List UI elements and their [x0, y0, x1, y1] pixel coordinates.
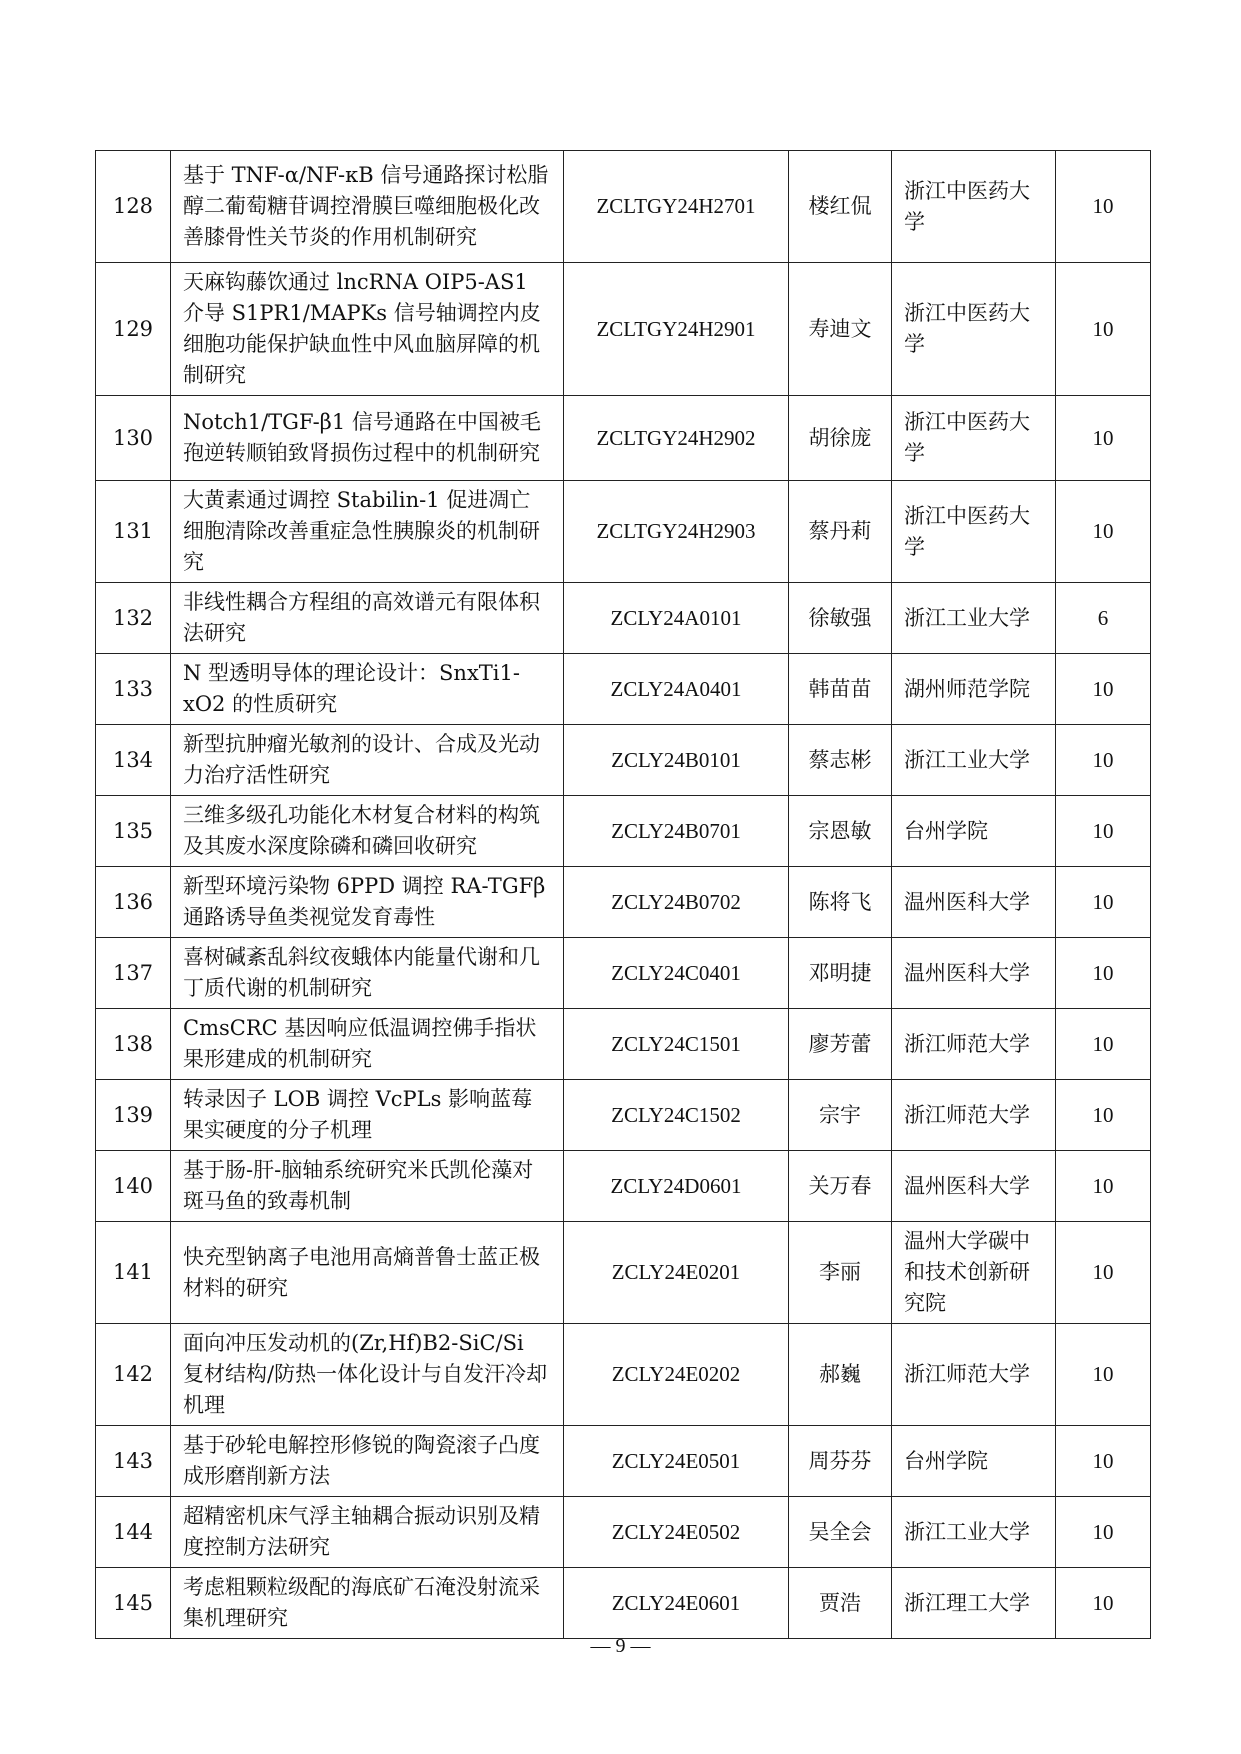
principal-investigator: 寿迪文 — [789, 263, 892, 396]
project-code: ZCLY24B0702 — [564, 867, 789, 938]
funding-amount: 6 — [1056, 583, 1151, 654]
row-number: 145 — [96, 1568, 171, 1639]
project-code: ZCLTGY24H2903 — [564, 481, 789, 583]
organization: 温州医科大学 — [892, 1151, 1056, 1222]
project-code: ZCLY24E0501 — [564, 1426, 789, 1497]
principal-investigator: 吴全会 — [789, 1497, 892, 1568]
organization: 浙江师范大学 — [892, 1009, 1056, 1080]
project-title: 大黄素通过调控 Stabilin-1 促进凋亡细胞清除改善重症急性胰腺炎的机制研究 — [171, 481, 564, 583]
funding-amount: 10 — [1056, 1426, 1151, 1497]
organization: 浙江中医药大学 — [892, 151, 1056, 263]
organization: 浙江中医药大学 — [892, 481, 1056, 583]
funding-amount: 10 — [1056, 796, 1151, 867]
project-code: ZCLTGY24H2902 — [564, 396, 789, 481]
organization: 浙江理工大学 — [892, 1568, 1056, 1639]
page-number: — 9 — — [590, 1635, 651, 1657]
table-row — [96, 1568, 1151, 1639]
table-row — [96, 481, 1151, 583]
funding-amount: 10 — [1056, 1009, 1151, 1080]
organization: 浙江中医药大学 — [892, 396, 1056, 481]
principal-investigator: 关万春 — [789, 1151, 892, 1222]
table-row — [96, 938, 1151, 1009]
project-code: ZCLY24C0401 — [564, 938, 789, 1009]
principal-investigator: 楼红侃 — [789, 151, 892, 263]
project-code: ZCLY24C1501 — [564, 1009, 789, 1080]
funding-amount: 10 — [1056, 396, 1151, 481]
organization: 温州医科大学 — [892, 867, 1056, 938]
organization: 浙江师范大学 — [892, 1080, 1056, 1151]
principal-investigator: 徐敏强 — [789, 583, 892, 654]
project-title: 天麻钩藤饮通过 lncRNA OIP5-AS1 介导 S1PR1/MAPKs 信号轴调控内皮细胞功能保护缺血性中风血脑屏障的机制研究 — [171, 263, 564, 396]
row-number: 132 — [96, 583, 171, 654]
project-title: 基于砂轮电解控形修锐的陶瓷滚子凸度成形磨削新方法 — [171, 1426, 564, 1497]
funding-amount: 10 — [1056, 1222, 1151, 1324]
principal-investigator: 韩苗苗 — [789, 654, 892, 725]
principal-investigator: 周芬芬 — [789, 1426, 892, 1497]
funding-amount: 10 — [1056, 1151, 1151, 1222]
project-title: Notch1/TGF-β1 信号通路在中国被毛孢逆转顺铂致肾损伤过程中的机制研究 — [171, 396, 564, 481]
project-title: 新型环境污染物 6PPD 调控 RA-TGFβ通路诱导鱼类视觉发育毒性 — [171, 867, 564, 938]
table-row — [96, 867, 1151, 938]
row-number: 143 — [96, 1426, 171, 1497]
funding-amount: 10 — [1056, 938, 1151, 1009]
table-row — [96, 725, 1151, 796]
funding-amount: 10 — [1056, 151, 1151, 263]
project-title: 新型抗肿瘤光敏剂的设计、合成及光动力治疗活性研究 — [171, 725, 564, 796]
project-title: CmsCRC 基因响应低温调控佛手指状果形建成的机制研究 — [171, 1009, 564, 1080]
row-number: 142 — [96, 1324, 171, 1426]
funding-amount: 10 — [1056, 1568, 1151, 1639]
project-code: ZCLY24E0202 — [564, 1324, 789, 1426]
project-title: 超精密机床气浮主轴耦合振动识别及精度控制方法研究 — [171, 1497, 564, 1568]
principal-investigator: 廖芳蕾 — [789, 1009, 892, 1080]
table-body — [96, 151, 1151, 1639]
organization: 湖州师范学院 — [892, 654, 1056, 725]
project-title: N 型透明导体的理论设计：SnxTi1-xO2 的性质研究 — [171, 654, 564, 725]
row-number: 141 — [96, 1222, 171, 1324]
row-number: 139 — [96, 1080, 171, 1151]
funding-amount: 10 — [1056, 1080, 1151, 1151]
project-code: ZCLY24E0601 — [564, 1568, 789, 1639]
row-number: 138 — [96, 1009, 171, 1080]
table-row — [96, 1497, 1151, 1568]
row-number: 129 — [96, 263, 171, 396]
project-code: ZCLY24A0401 — [564, 654, 789, 725]
table-row — [96, 796, 1151, 867]
organization: 温州医科大学 — [892, 938, 1056, 1009]
project-code: ZCLY24E0201 — [564, 1222, 789, 1324]
table-row — [96, 583, 1151, 654]
principal-investigator: 宗宇 — [789, 1080, 892, 1151]
row-number: 131 — [96, 481, 171, 583]
organization: 浙江中医药大学 — [892, 263, 1056, 396]
funding-amount: 10 — [1056, 1497, 1151, 1568]
funding-amount: 10 — [1056, 867, 1151, 938]
table-row — [96, 1080, 1151, 1151]
project-title: 考虑粗颗粒级配的海底矿石淹没射流采集机理研究 — [171, 1568, 564, 1639]
organization: 浙江工业大学 — [892, 583, 1056, 654]
table-row — [96, 263, 1151, 396]
project-title: 基于肠-肝-脑轴系统研究米氏凯伦藻对斑马鱼的致毒机制 — [171, 1151, 564, 1222]
table-row — [96, 396, 1151, 481]
principal-investigator: 李丽 — [789, 1222, 892, 1324]
table-row — [96, 1222, 1151, 1324]
organization: 温州大学碳中和技术创新研究院 — [892, 1222, 1056, 1324]
funding-amount: 10 — [1056, 654, 1151, 725]
project-code: ZCLY24B0701 — [564, 796, 789, 867]
principal-investigator: 郝巍 — [789, 1324, 892, 1426]
funding-amount: 10 — [1056, 263, 1151, 396]
project-title: 快充型钠离子电池用高熵普鲁士蓝正极材料的研究 — [171, 1222, 564, 1324]
table-row — [96, 1009, 1151, 1080]
table-row — [96, 151, 1151, 263]
project-code: ZCLTGY24H2701 — [564, 151, 789, 263]
principal-investigator: 陈将飞 — [789, 867, 892, 938]
project-code: ZCLY24E0502 — [564, 1497, 789, 1568]
row-number: 144 — [96, 1497, 171, 1568]
table-row — [96, 1151, 1151, 1222]
principal-investigator: 蔡志彬 — [789, 725, 892, 796]
principal-investigator: 宗恩敏 — [789, 796, 892, 867]
funding-amount: 10 — [1056, 1324, 1151, 1426]
table-row — [96, 654, 1151, 725]
table-row — [96, 1426, 1151, 1497]
project-title: 三维多级孔功能化木材复合材料的构筑及其废水深度除磷和磷回收研究 — [171, 796, 564, 867]
row-number: 128 — [96, 151, 171, 263]
project-code: ZCLY24D0601 — [564, 1151, 789, 1222]
project-code: ZCLY24A0101 — [564, 583, 789, 654]
table-row — [96, 1324, 1151, 1426]
project-title: 基于 TNF-α/NF-κB 信号通路探讨松脂醇二葡萄糖苷调控滑膜巨噬细胞极化改善膝骨性关节炎的作用机制研究 — [171, 151, 564, 263]
organization: 浙江师范大学 — [892, 1324, 1056, 1426]
principal-investigator: 贾浩 — [789, 1568, 892, 1639]
project-title: 非线性耦合方程组的高效谱元有限体积法研究 — [171, 583, 564, 654]
funding-amount: 10 — [1056, 481, 1151, 583]
funding-amount: 10 — [1056, 725, 1151, 796]
project-title: 面向冲压发动机的(Zr,Hf)B2-SiC/Si 复材结构/防热一体化设计与自发汗冷却机理 — [171, 1324, 564, 1426]
project-code: ZCLTGY24H2901 — [564, 263, 789, 396]
row-number: 136 — [96, 867, 171, 938]
principal-investigator: 胡徐庞 — [789, 396, 892, 481]
organization: 台州学院 — [892, 1426, 1056, 1497]
project-code: ZCLY24B0101 — [564, 725, 789, 796]
row-number: 133 — [96, 654, 171, 725]
row-number: 135 — [96, 796, 171, 867]
row-number: 137 — [96, 938, 171, 1009]
project-code: ZCLY24C1502 — [564, 1080, 789, 1151]
principal-investigator: 邓明捷 — [789, 938, 892, 1009]
row-number: 140 — [96, 1151, 171, 1222]
project-table — [95, 150, 1151, 1639]
row-number: 134 — [96, 725, 171, 796]
project-title: 转录因子 LOB 调控 VcPLs 影响蓝莓果实硬度的分子机理 — [171, 1080, 564, 1151]
organization: 浙江工业大学 — [892, 725, 1056, 796]
organization: 台州学院 — [892, 796, 1056, 867]
organization: 浙江工业大学 — [892, 1497, 1056, 1568]
principal-investigator: 蔡丹莉 — [789, 481, 892, 583]
project-title: 喜树碱紊乱斜纹夜蛾体内能量代谢和几丁质代谢的机制研究 — [171, 938, 564, 1009]
row-number: 130 — [96, 396, 171, 481]
